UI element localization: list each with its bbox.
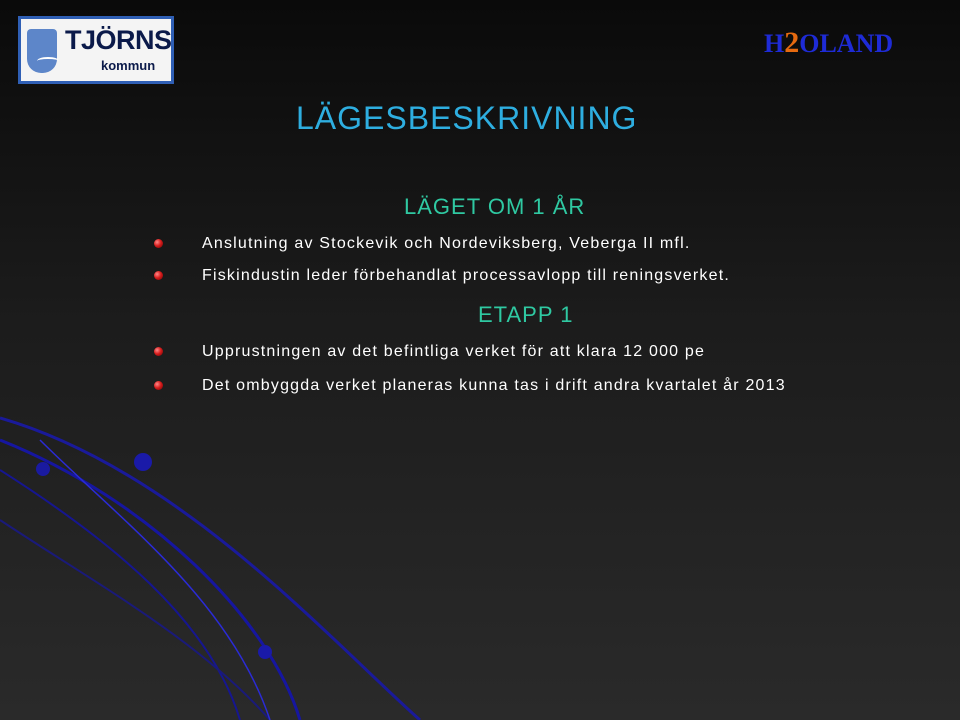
bullet-icon — [154, 381, 163, 390]
logo-name: TJÖRNS — [65, 25, 172, 55]
section-heading-etapp: ETAPP 1 — [478, 302, 574, 327]
list-item-text: Fiskindustin leder förbehandlat processavlopp till reningsverket. — [202, 267, 731, 284]
logo-h: H — [764, 29, 785, 58]
bullet-icon — [154, 271, 163, 280]
list-item-text: Det ombyggda verket planeras kunna tas i drift andra kvartalet år 2013 — [202, 377, 786, 394]
section-heading-laget: LÄGET OM 1 ÅR — [404, 194, 586, 219]
tjorns-kommun-logo — [18, 16, 174, 84]
logo-two: 2 — [784, 26, 800, 59]
coat-of-arms-icon — [27, 29, 57, 73]
orb-small — [36, 462, 50, 476]
h2oland-logo — [764, 26, 893, 60]
list-item-text: Anslutning av Stockevik och Nordeviksberg, Veberga II mfl. — [202, 235, 691, 252]
bullet-icon — [154, 239, 163, 248]
logo-sub: kommun — [101, 58, 156, 73]
logo-oland: OLAND — [799, 29, 894, 58]
orb-large — [134, 453, 152, 471]
bullet-icon — [154, 347, 163, 356]
slide-title: LÄGESBESKRIVNING — [296, 100, 638, 136]
list-item-text: Upprustningen av det befintliga verket för att klara 12 000 pe — [202, 343, 706, 360]
orb-bottom — [258, 645, 272, 659]
